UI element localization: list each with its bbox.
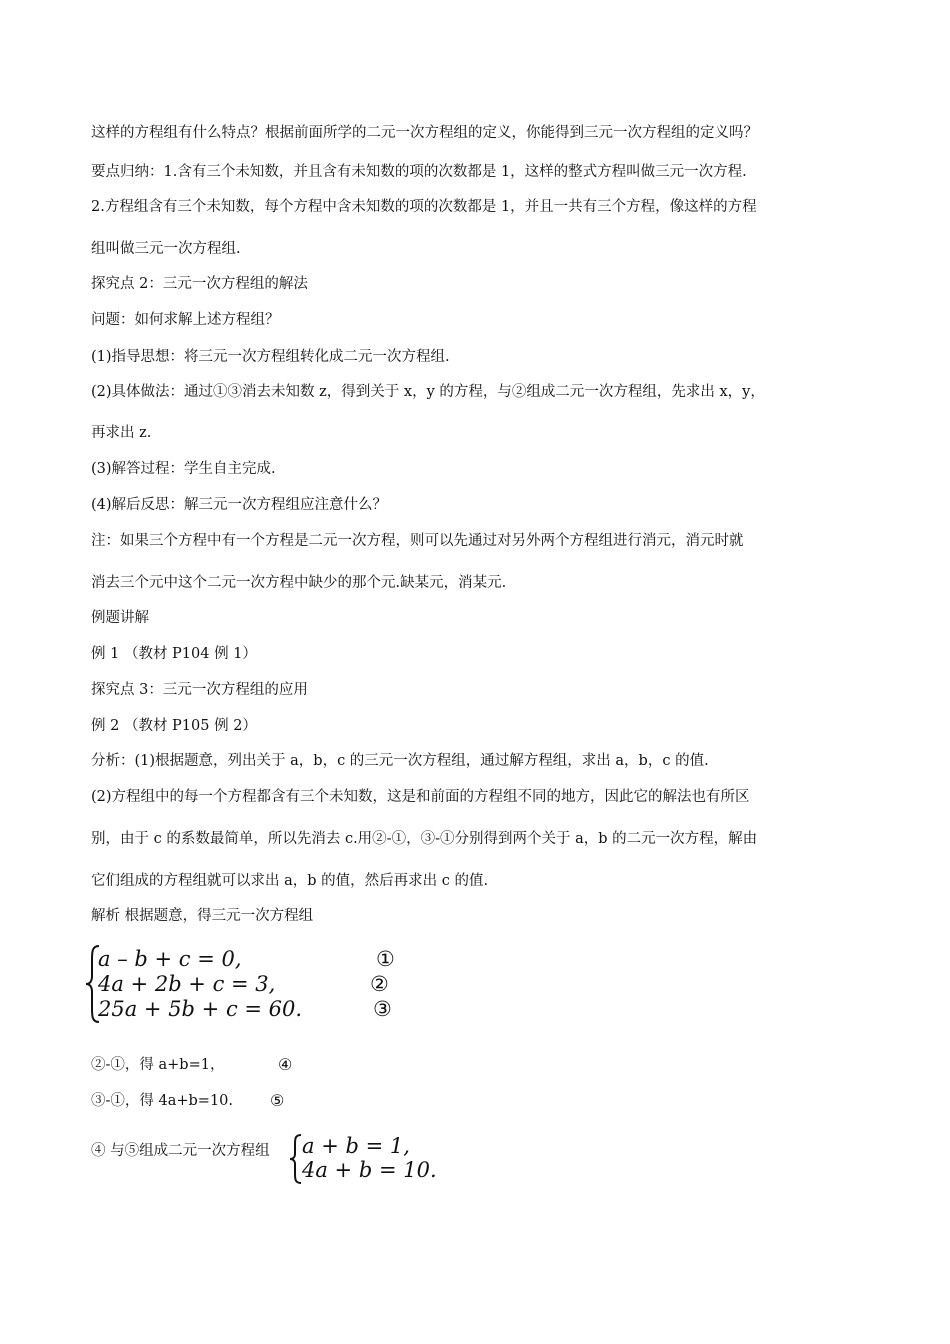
- paragraph-line: 它们组成的方程组就可以求出 a，b 的值，然后再求出 c 的值.: [91, 873, 489, 889]
- equation-3: 25a + 5b + c = 60.: [98, 997, 303, 1021]
- step-5-text: ③-①，得 4a+b=10.: [91, 1093, 234, 1109]
- paragraph-line: 别，由于 c 的系数最简单，所以先消去 c.用②-①，③-①分别得到两个关于 a，b 的二元一次方程，解由: [91, 831, 758, 847]
- section-heading: 例题讲解: [91, 610, 149, 626]
- equation-tag-2: ②: [370, 972, 389, 996]
- paragraph-line: (2)方程组中的每一个方程都含有三个未知数，这是和前面的方程组不同的地方，因此它的解法也有所区: [91, 789, 750, 805]
- step-5-tag: ⑤: [270, 1091, 285, 1110]
- step-4-text: ②-①，得 a+b=1，: [91, 1057, 225, 1073]
- equation-tag-3: ③: [373, 997, 392, 1021]
- paragraph-line: 组叫做三元一次方程组.: [91, 241, 241, 257]
- equation-a: a + b = 1,: [302, 1134, 410, 1158]
- step-4-tag: ④: [278, 1055, 293, 1074]
- paragraph-line: 要点归纳：1.含有三个未知数，并且含有未知数的项的次数都是 1，这样的整式方程叫做三元一次方程.: [91, 164, 747, 180]
- paragraph-line: 这样的方程组有什么特点？根据前面所学的二元一次方程组的定义，你能得到三元一次方程组的定义吗？: [91, 125, 758, 141]
- paragraph-line: 2.方程组含有三个未知数，每个方程中含未知数的项的次数都是 1，并且一共有三个方程，像这样的方程: [91, 199, 757, 215]
- paragraph-line: (3)解答过程：学生自主完成.: [91, 461, 276, 477]
- equation-2: 4a + 2b + c = 3,: [98, 972, 276, 996]
- left-brace-icon: [289, 1133, 303, 1185]
- paragraph-line: 解析 根据题意，得三元一次方程组: [91, 908, 314, 924]
- section-heading: 探究点 3：三元一次方程组的应用: [91, 682, 308, 698]
- example-heading: 例 1 （教材 P104 例 1）: [91, 646, 257, 662]
- paragraph-line: (4)解后反思：解三元一次方程组应注意什么？: [91, 497, 388, 513]
- paragraph-line: (1)指导思想：将三元一次方程组转化成二元一次方程组.: [91, 349, 450, 365]
- section-heading: 探究点 2：三元一次方程组的解法: [91, 276, 308, 292]
- paragraph-line: 分析：(1)根据题意，列出关于 a，b，c 的三元一次方程组，通过解方程组，求出 a，b，c 的值.: [91, 753, 709, 769]
- system-two-label: ④ 与⑤组成二元一次方程组: [91, 1143, 270, 1159]
- paragraph-line: 再求出 z.: [91, 425, 152, 441]
- equation-1: a – b + c = 0,: [98, 947, 242, 971]
- paragraph-line: 问题：如何求解上述方程组？: [91, 312, 280, 328]
- paragraph-line: (2)具体做法：通过①③消去未知数 z，得到关于 x，y 的方程，与②组成二元一次方程组，先求出 x，y，: [91, 384, 765, 400]
- equation-tag-1: ①: [376, 947, 395, 971]
- example-heading: 例 2 （教材 P105 例 2）: [91, 718, 257, 734]
- equation-b: 4a + b = 10.: [302, 1158, 437, 1182]
- paragraph-line: 消去三个元中这个二元一次方程中缺少的那个元.缺某元，消某元.: [91, 575, 507, 591]
- paragraph-line: 注：如果三个方程中有一个方程是二元一次方程，则可以先通过对另外两个方程组进行消元，消元时就: [91, 533, 744, 549]
